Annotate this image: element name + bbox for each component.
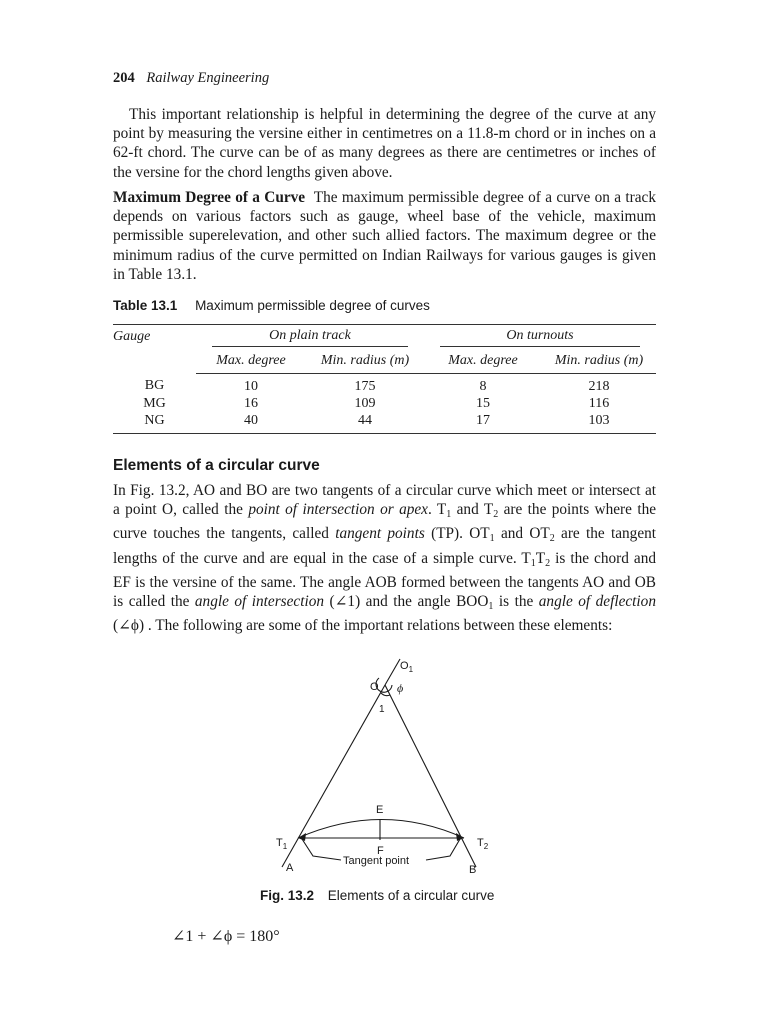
- cell-plain-radius: 175: [354, 378, 376, 394]
- col-group-turnouts-label: On turnouts: [506, 327, 574, 343]
- cell-plain-degree: 16: [244, 395, 258, 411]
- col-group-turnouts: [424, 325, 656, 350]
- label-phi: ϕ: [397, 681, 404, 695]
- table-row: [113, 412, 656, 434]
- paragraph-heading: Maximum Degree of a Curve: [113, 189, 306, 206]
- page-number: 204: [113, 70, 135, 86]
- paragraph-maximum-degree: [113, 188, 656, 284]
- label-o: O: [370, 681, 379, 693]
- label-tangent-point: Tangent point: [343, 855, 410, 867]
- figure-caption: [260, 888, 494, 903]
- label-b: B: [469, 864, 477, 876]
- label-o1: $O_1$: [400, 660, 414, 674]
- table-label: Table 13.1: [113, 298, 178, 313]
- cell-gauge: NG: [113, 412, 196, 434]
- equation: ∠1 + ∠ϕ = 180°: [172, 928, 280, 945]
- label-e: E: [376, 804, 384, 816]
- section-heading: Elements of a circular curve: [113, 457, 320, 474]
- table-row: [113, 395, 656, 412]
- figure-label: Fig. 13.2: [260, 888, 315, 903]
- cell-gauge: MG: [143, 395, 166, 411]
- label-t1: $T_1$: [276, 837, 288, 851]
- label-t2: $T_2$: [477, 837, 489, 851]
- paragraph-versine: This important relationship is helpful in determining the degree of the curve at any point by measuring the versine either in centimetres on a 11.8-m chord or in inches on a 62-ft chord. The curve can be of as many degrees as there are centimetres or inches of the versine for the chord lengths given above.: [113, 106, 656, 181]
- cell-gauge: BG: [144, 378, 165, 394]
- cell-turnout-degree: 15: [476, 395, 490, 411]
- cell-plain-radius: 109: [354, 395, 376, 411]
- cell-plain-degree: 10: [244, 378, 258, 394]
- running-title: Railway Engineering: [146, 70, 270, 86]
- cell-turnout-degree: 8: [479, 378, 487, 394]
- paragraph-body: The maximum permissible degree of a curve on a track depends on various factors such as gauge, wheel base of the vehicle, maximum permissible superelevation, and other such allied factors. The maximum degree or the minimum radius of the curve permitted on Indian Railways for various gauges is given in Table 13.1.: [113, 189, 656, 283]
- cell-plain-degree: 40: [196, 412, 306, 434]
- cell-turnout-degree: 17: [424, 412, 542, 434]
- cell-plain-radius: 44: [306, 412, 424, 434]
- cell-turnout-radius: 218: [588, 378, 610, 394]
- tangent-line-ao: [282, 685, 385, 867]
- col-header-turnout-max-degree: Max. degree: [424, 349, 542, 374]
- tangent-point-leader-right: [426, 839, 460, 860]
- table-caption: [113, 298, 430, 313]
- table-row: [113, 374, 656, 396]
- page-header: [113, 70, 269, 87]
- curve-diagram: [240, 655, 520, 880]
- cell-turnout-radius: 116: [588, 395, 610, 411]
- col-header-plain-min-radius: Min. radius (m): [306, 349, 424, 374]
- paragraph-elements: In Fig. 13.2, AO and BO are two tangents of a circular curve which meet or intersect at a point O, called the point of intersection or apex. $T_1$ and $T_2$ are the points where the curve touches the tangents, called tangent points (TP). $OT_1$ and $OT_2$ are the tangent lengths of the curve and are equal in the case of a simple curve. $T_1T_2$ is the chord and EF is the versine of the same. The angle AOB formed between the tangents AO and OB is called the angle of intersection (∠1) and the angle $BOO_1$ is the angle of deflection (∠ϕ) . The following are some of the important relations between these elements:: [113, 482, 657, 635]
- degree-table: [113, 324, 656, 434]
- circular-curve-arc: [298, 820, 464, 839]
- cell-turnout-radius: 103: [542, 412, 656, 434]
- col-header-gauge: Gauge: [113, 325, 196, 374]
- col-group-plain-track: [196, 325, 424, 350]
- col-group-plain-track-label: On plain track: [269, 327, 351, 343]
- table-title: Maximum permissible degree of curves: [195, 298, 430, 313]
- label-angle-1: 1: [379, 704, 385, 715]
- label-a: A: [286, 862, 294, 874]
- tangent-line-bo: [385, 685, 476, 867]
- col-header-plain-max-degree: Max. degree: [196, 349, 306, 374]
- figure-title: Elements of a circular curve: [327, 888, 495, 903]
- col-header-turnout-min-radius: Min. radius (m): [542, 349, 656, 374]
- label-f: F: [377, 845, 384, 857]
- tangent-point-leader-left: [302, 839, 341, 860]
